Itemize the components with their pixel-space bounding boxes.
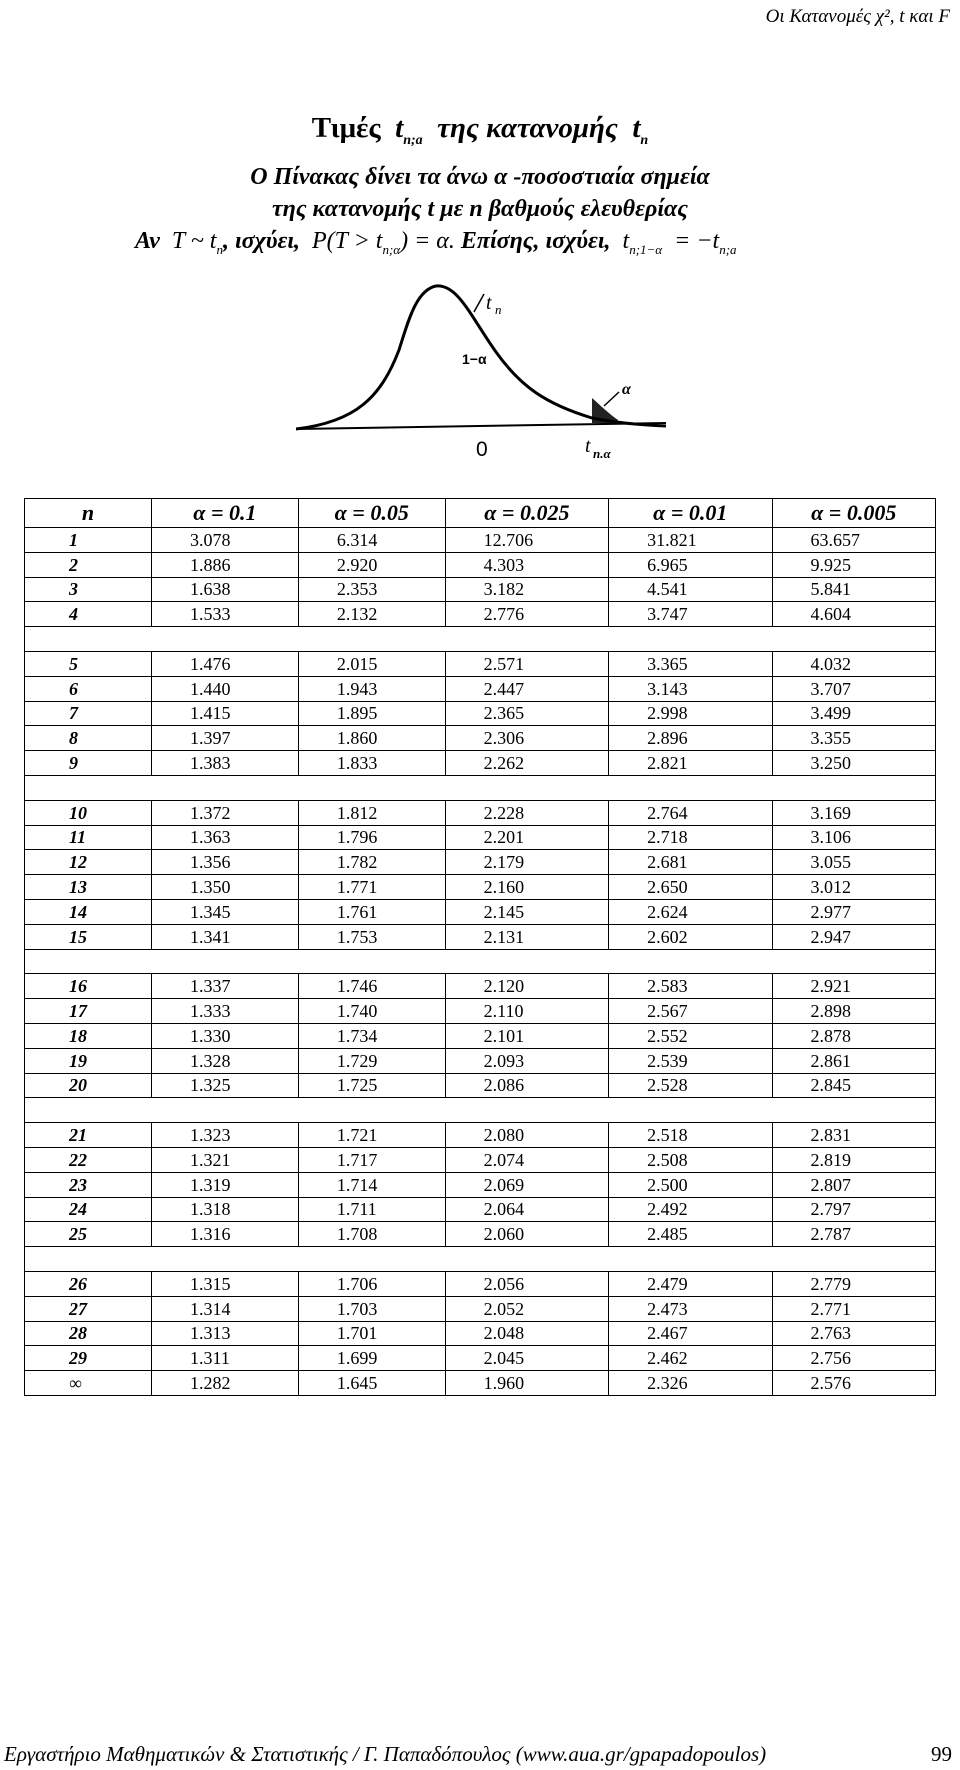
critical-value-cell: 1.729: [298, 1048, 445, 1073]
degrees-of-freedom-cell: 3: [25, 577, 152, 602]
table-row: [25, 577, 936, 602]
critical-value-cell: 2.831: [772, 1123, 936, 1148]
critical-value-cell: 1.363: [152, 825, 299, 850]
critical-value-cell: 2.447: [445, 676, 608, 701]
critical-value-cell: 1.325: [152, 1073, 299, 1098]
degrees-of-freedom-cell: 14: [25, 899, 152, 924]
critical-value-cell: 3.106: [772, 825, 936, 850]
critical-value-cell: 2.500: [609, 1172, 772, 1197]
column-header-n: n: [25, 499, 152, 528]
table-row: [25, 1321, 936, 1346]
spacer-cell: [25, 627, 936, 652]
critical-value-cell: 2.201: [445, 825, 608, 850]
critical-value-cell: 1.476: [152, 651, 299, 676]
critical-value-cell: 2.771: [772, 1296, 936, 1321]
critical-value-cell: 2.052: [445, 1296, 608, 1321]
table-row: [25, 1023, 936, 1048]
critical-value-cell: 1.812: [298, 800, 445, 825]
table-row: [25, 1371, 936, 1396]
critical-value-cell: 2.064: [445, 1197, 608, 1222]
critical-value-cell: 1.711: [298, 1197, 445, 1222]
critical-value-cell: 2.779: [772, 1271, 936, 1296]
critical-value-cell: 2.764: [609, 800, 772, 825]
critical-value-cell: 1.638: [152, 577, 299, 602]
critical-value-cell: 9.925: [772, 552, 936, 577]
critical-value-cell: 2.262: [445, 751, 608, 776]
critical-value-cell: 1.316: [152, 1222, 299, 1247]
critical-value-cell: 1.415: [152, 701, 299, 726]
critical-value-cell: 1.706: [298, 1271, 445, 1296]
critical-value-cell: 2.306: [445, 726, 608, 751]
table-row: [25, 1073, 936, 1098]
critical-value-cell: 2.056: [445, 1271, 608, 1296]
critical-value-cell: 2.998: [609, 701, 772, 726]
degrees-of-freedom-cell: ∞: [25, 1371, 152, 1396]
critical-value-cell: 1.383: [152, 751, 299, 776]
page-title: Τιμές $t_{n;a}$ της κατανομής $t_n$: [311, 112, 649, 148]
critical-value-cell: 1.782: [298, 850, 445, 875]
critical-value-cell: 3.355: [772, 726, 936, 751]
critical-value-cell: 2.365: [445, 701, 608, 726]
critical-value-cell: 2.132: [298, 602, 445, 627]
critical-value-cell: 2.776: [445, 602, 608, 627]
degrees-of-freedom-cell: 26: [25, 1271, 152, 1296]
table-row: [25, 1296, 936, 1321]
critical-value-cell: 3.707: [772, 676, 936, 701]
critical-value-cell: 12.706: [445, 528, 608, 553]
critical-value-cell: 3.250: [772, 751, 936, 776]
critical-value-cell: 1.725: [298, 1073, 445, 1098]
degrees-of-freedom-cell: 16: [25, 974, 152, 999]
table-row: [25, 999, 936, 1024]
critical-value-cell: 2.624: [609, 899, 772, 924]
critical-value-cell: 2.898: [772, 999, 936, 1024]
column-header-alpha: α = 0.1: [152, 499, 299, 528]
table-row: [25, 875, 936, 900]
critical-value-cell: 1.350: [152, 875, 299, 900]
degrees-of-freedom-cell: 19: [25, 1048, 152, 1073]
critical-value-cell: 2.718: [609, 825, 772, 850]
formula-line: Αν T ~ $t_n$, ισχύει, $P(T > t_{n;\alpha}) = \alpha$. Επίσης, ισχύει, $t_{n;1-\alpha} = -t_{n;a}$: [135, 228, 737, 257]
critical-value-cell: 2.861: [772, 1048, 936, 1073]
crit-label-sub: n.α: [593, 446, 611, 461]
critical-value-cell: 1.318: [152, 1197, 299, 1222]
degrees-of-freedom-cell: 22: [25, 1147, 152, 1172]
critical-value-cell: 2.583: [609, 974, 772, 999]
degrees-of-freedom-cell: 10: [25, 800, 152, 825]
critical-value-cell: 2.763: [772, 1321, 936, 1346]
degrees-of-freedom-cell: 15: [25, 924, 152, 949]
critical-value-cell: 1.645: [298, 1371, 445, 1396]
critical-value-cell: 1.330: [152, 1023, 299, 1048]
critical-value-cell: 1.708: [298, 1222, 445, 1247]
critical-value-cell: 2.539: [609, 1048, 772, 1073]
critical-value-cell: 2.080: [445, 1123, 608, 1148]
critical-value-cell: 2.048: [445, 1321, 608, 1346]
critical-value-cell: 2.845: [772, 1073, 936, 1098]
degrees-of-freedom-cell: 5: [25, 651, 152, 676]
degrees-of-freedom-cell: 6: [25, 676, 152, 701]
spacer-cell: [25, 1098, 936, 1123]
t-critical-values-table: [24, 498, 936, 1396]
degrees-of-freedom-cell: 28: [25, 1321, 152, 1346]
spacer-cell: [25, 949, 936, 974]
running-header: Οι Κατανομές χ², t και F: [765, 6, 950, 27]
degrees-of-freedom-cell: 11: [25, 825, 152, 850]
critical-value-cell: 3.182: [445, 577, 608, 602]
critical-value-cell: 2.060: [445, 1222, 608, 1247]
degrees-of-freedom-cell: 24: [25, 1197, 152, 1222]
footer-text: Εργαστήριο Μαθηματικών & Στατιστικής / Γ. Παπαδόπουλος (www.aua.gr/gpapadopoulos): [4, 1742, 767, 1766]
critical-value-cell: 1.356: [152, 850, 299, 875]
critical-value-cell: 2.160: [445, 875, 608, 900]
critical-value-cell: 1.397: [152, 726, 299, 751]
baseline: [296, 423, 666, 429]
degrees-of-freedom-cell: 13: [25, 875, 152, 900]
critical-value-cell: 3.499: [772, 701, 936, 726]
critical-value-cell: 1.860: [298, 726, 445, 751]
critical-value-cell: 2.552: [609, 1023, 772, 1048]
critical-value-cell: 63.657: [772, 528, 936, 553]
critical-value-cell: 2.878: [772, 1023, 936, 1048]
critical-value-cell: 2.977: [772, 899, 936, 924]
critical-value-cell: 2.508: [609, 1147, 772, 1172]
critical-value-cell: 2.602: [609, 924, 772, 949]
table-row: [25, 899, 936, 924]
critical-value-cell: 1.833: [298, 751, 445, 776]
table-row: [25, 825, 936, 850]
column-header-alpha: α = 0.01: [609, 499, 772, 528]
table-row: [25, 924, 936, 949]
table-row: [25, 1123, 936, 1148]
critical-value-cell: 4.032: [772, 651, 936, 676]
critical-value-cell: 2.797: [772, 1197, 936, 1222]
crit-label: t: [585, 435, 591, 457]
critical-value-cell: 1.337: [152, 974, 299, 999]
critical-value-cell: 2.228: [445, 800, 608, 825]
critical-value-cell: 1.323: [152, 1123, 299, 1148]
critical-value-cell: 2.807: [772, 1172, 936, 1197]
table-row: [25, 751, 936, 776]
critical-value-cell: 1.333: [152, 999, 299, 1024]
header-row: [25, 499, 936, 528]
critical-value-cell: 1.721: [298, 1123, 445, 1148]
table-row: [25, 850, 936, 875]
degrees-of-freedom-cell: 1: [25, 528, 152, 553]
critical-value-cell: 2.131: [445, 924, 608, 949]
critical-value-cell: 2.473: [609, 1296, 772, 1321]
spacer-cell: [25, 775, 936, 800]
critical-value-cell: 1.734: [298, 1023, 445, 1048]
critical-value-cell: 2.576: [772, 1371, 936, 1396]
critical-value-cell: 2.947: [772, 924, 936, 949]
critical-value-cell: 6.314: [298, 528, 445, 553]
spacer-cell: [25, 1247, 936, 1272]
critical-value-cell: 1.345: [152, 899, 299, 924]
degrees-of-freedom-cell: 20: [25, 1073, 152, 1098]
critical-value-cell: 3.143: [609, 676, 772, 701]
table-row: [25, 1197, 936, 1222]
page-number: 99: [931, 1742, 952, 1766]
critical-value-cell: 2.110: [445, 999, 608, 1024]
critical-value-cell: 1.313: [152, 1321, 299, 1346]
spacer-row: [25, 1098, 936, 1123]
critical-value-cell: 31.821: [609, 528, 772, 553]
critical-value-cell: 1.740: [298, 999, 445, 1024]
critical-value-cell: 1.796: [298, 825, 445, 850]
t-distribution-figure: [296, 282, 676, 462]
critical-value-cell: 1.372: [152, 800, 299, 825]
critical-value-cell: 1.533: [152, 602, 299, 627]
table-row: [25, 651, 936, 676]
critical-value-cell: 2.528: [609, 1073, 772, 1098]
degrees-of-freedom-cell: 17: [25, 999, 152, 1024]
degrees-of-freedom-cell: 18: [25, 1023, 152, 1048]
critical-value-cell: 2.650: [609, 875, 772, 900]
curve-label: t: [486, 292, 492, 314]
degrees-of-freedom-cell: 7: [25, 701, 152, 726]
table-row: [25, 701, 936, 726]
degrees-of-freedom-cell: 21: [25, 1123, 152, 1148]
critical-value-cell: 2.045: [445, 1346, 608, 1371]
critical-value-cell: 3.365: [609, 651, 772, 676]
degrees-of-freedom-cell: 25: [25, 1222, 152, 1247]
degrees-of-freedom-cell: 29: [25, 1346, 152, 1371]
table-row: [25, 726, 936, 751]
table-row: [25, 552, 936, 577]
critical-value-cell: 3.012: [772, 875, 936, 900]
critical-value-cell: 1.311: [152, 1346, 299, 1371]
critical-value-cell: 3.055: [772, 850, 936, 875]
degrees-of-freedom-cell: 23: [25, 1172, 152, 1197]
critical-value-cell: 2.086: [445, 1073, 608, 1098]
critical-value-cell: 2.896: [609, 726, 772, 751]
critical-value-cell: 2.681: [609, 850, 772, 875]
area-label: 1−α: [462, 351, 487, 367]
critical-value-cell: 2.571: [445, 651, 608, 676]
table-row: [25, 1222, 936, 1247]
critical-value-cell: 1.703: [298, 1296, 445, 1321]
degrees-of-freedom-cell: 4: [25, 602, 152, 627]
table-row: [25, 1271, 936, 1296]
critical-value-cell: 1.282: [152, 1371, 299, 1396]
column-header-alpha: α = 0.005: [772, 499, 936, 528]
critical-value-cell: 2.787: [772, 1222, 936, 1247]
critical-value-cell: 1.771: [298, 875, 445, 900]
critical-value-cell: 2.479: [609, 1271, 772, 1296]
spacer-row: [25, 949, 936, 974]
alpha-pointer: [604, 392, 619, 406]
critical-value-cell: 1.315: [152, 1271, 299, 1296]
critical-value-cell: 2.015: [298, 651, 445, 676]
critical-value-cell: 4.303: [445, 552, 608, 577]
critical-value-cell: 2.120: [445, 974, 608, 999]
critical-value-cell: 2.353: [298, 577, 445, 602]
critical-value-cell: 2.093: [445, 1048, 608, 1073]
curve-label-sub: n: [495, 302, 502, 317]
critical-value-cell: 1.341: [152, 924, 299, 949]
tn-pointer: [474, 294, 484, 312]
critical-value-cell: 2.145: [445, 899, 608, 924]
critical-value-cell: 1.314: [152, 1296, 299, 1321]
table-row: [25, 974, 936, 999]
degrees-of-freedom-cell: 8: [25, 726, 152, 751]
critical-value-cell: 1.714: [298, 1172, 445, 1197]
subtitle-line-1: Ο Πίνακας δίνει τα άνω α -ποσοστιαία σημεία: [250, 164, 710, 190]
critical-value-cell: 1.717: [298, 1147, 445, 1172]
degrees-of-freedom-cell: 2: [25, 552, 152, 577]
critical-value-cell: 4.604: [772, 602, 936, 627]
critical-value-cell: 2.920: [298, 552, 445, 577]
critical-value-cell: 5.841: [772, 577, 936, 602]
critical-value-cell: 1.943: [298, 676, 445, 701]
critical-value-cell: 1.746: [298, 974, 445, 999]
critical-value-cell: 3.169: [772, 800, 936, 825]
critical-value-cell: 2.179: [445, 850, 608, 875]
critical-value-cell: 2.567: [609, 999, 772, 1024]
critical-value-cell: 2.821: [609, 751, 772, 776]
table-row: [25, 1147, 936, 1172]
critical-value-cell: 2.485: [609, 1222, 772, 1247]
critical-value-cell: 1.761: [298, 899, 445, 924]
critical-value-cell: 1.886: [152, 552, 299, 577]
critical-value-cell: 1.699: [298, 1346, 445, 1371]
degrees-of-freedom-cell: 12: [25, 850, 152, 875]
critical-value-cell: 2.756: [772, 1346, 936, 1371]
table-row: [25, 1172, 936, 1197]
critical-value-cell: 2.074: [445, 1147, 608, 1172]
spacer-row: [25, 1247, 936, 1272]
spacer-row: [25, 627, 936, 652]
table-row: [25, 528, 936, 553]
tail-label: α: [622, 381, 631, 398]
critical-value-cell: 1.960: [445, 1371, 608, 1396]
critical-value-cell: 1.319: [152, 1172, 299, 1197]
critical-value-cell: 2.921: [772, 974, 936, 999]
critical-value-cell: 4.541: [609, 577, 772, 602]
table-row: [25, 800, 936, 825]
critical-value-cell: 2.069: [445, 1172, 608, 1197]
table-row: [25, 1346, 936, 1371]
zero-label: 0: [476, 438, 488, 461]
critical-value-cell: 2.819: [772, 1147, 936, 1172]
table-row: [25, 676, 936, 701]
degrees-of-freedom-cell: 27: [25, 1296, 152, 1321]
critical-value-cell: 2.492: [609, 1197, 772, 1222]
critical-value-cell: 3.747: [609, 602, 772, 627]
column-header-alpha: α = 0.025: [445, 499, 608, 528]
subtitle-line-2: της κατανομής t με n βαθμούς ελευθερίας: [272, 196, 688, 222]
critical-value-cell: 1.701: [298, 1321, 445, 1346]
critical-value-cell: 1.753: [298, 924, 445, 949]
critical-value-cell: 1.440: [152, 676, 299, 701]
critical-value-cell: 3.078: [152, 528, 299, 553]
critical-value-cell: 1.328: [152, 1048, 299, 1073]
critical-value-cell: 2.326: [609, 1371, 772, 1396]
critical-value-cell: 2.518: [609, 1123, 772, 1148]
critical-value-cell: 1.895: [298, 701, 445, 726]
critical-value-cell: 2.467: [609, 1321, 772, 1346]
critical-value-cell: 1.321: [152, 1147, 299, 1172]
critical-value-cell: 2.462: [609, 1346, 772, 1371]
critical-value-cell: 2.101: [445, 1023, 608, 1048]
critical-value-cell: 6.965: [609, 552, 772, 577]
spacer-row: [25, 775, 936, 800]
column-header-alpha: α = 0.05: [298, 499, 445, 528]
degrees-of-freedom-cell: 9: [25, 751, 152, 776]
table-row: [25, 602, 936, 627]
table-row: [25, 1048, 936, 1073]
